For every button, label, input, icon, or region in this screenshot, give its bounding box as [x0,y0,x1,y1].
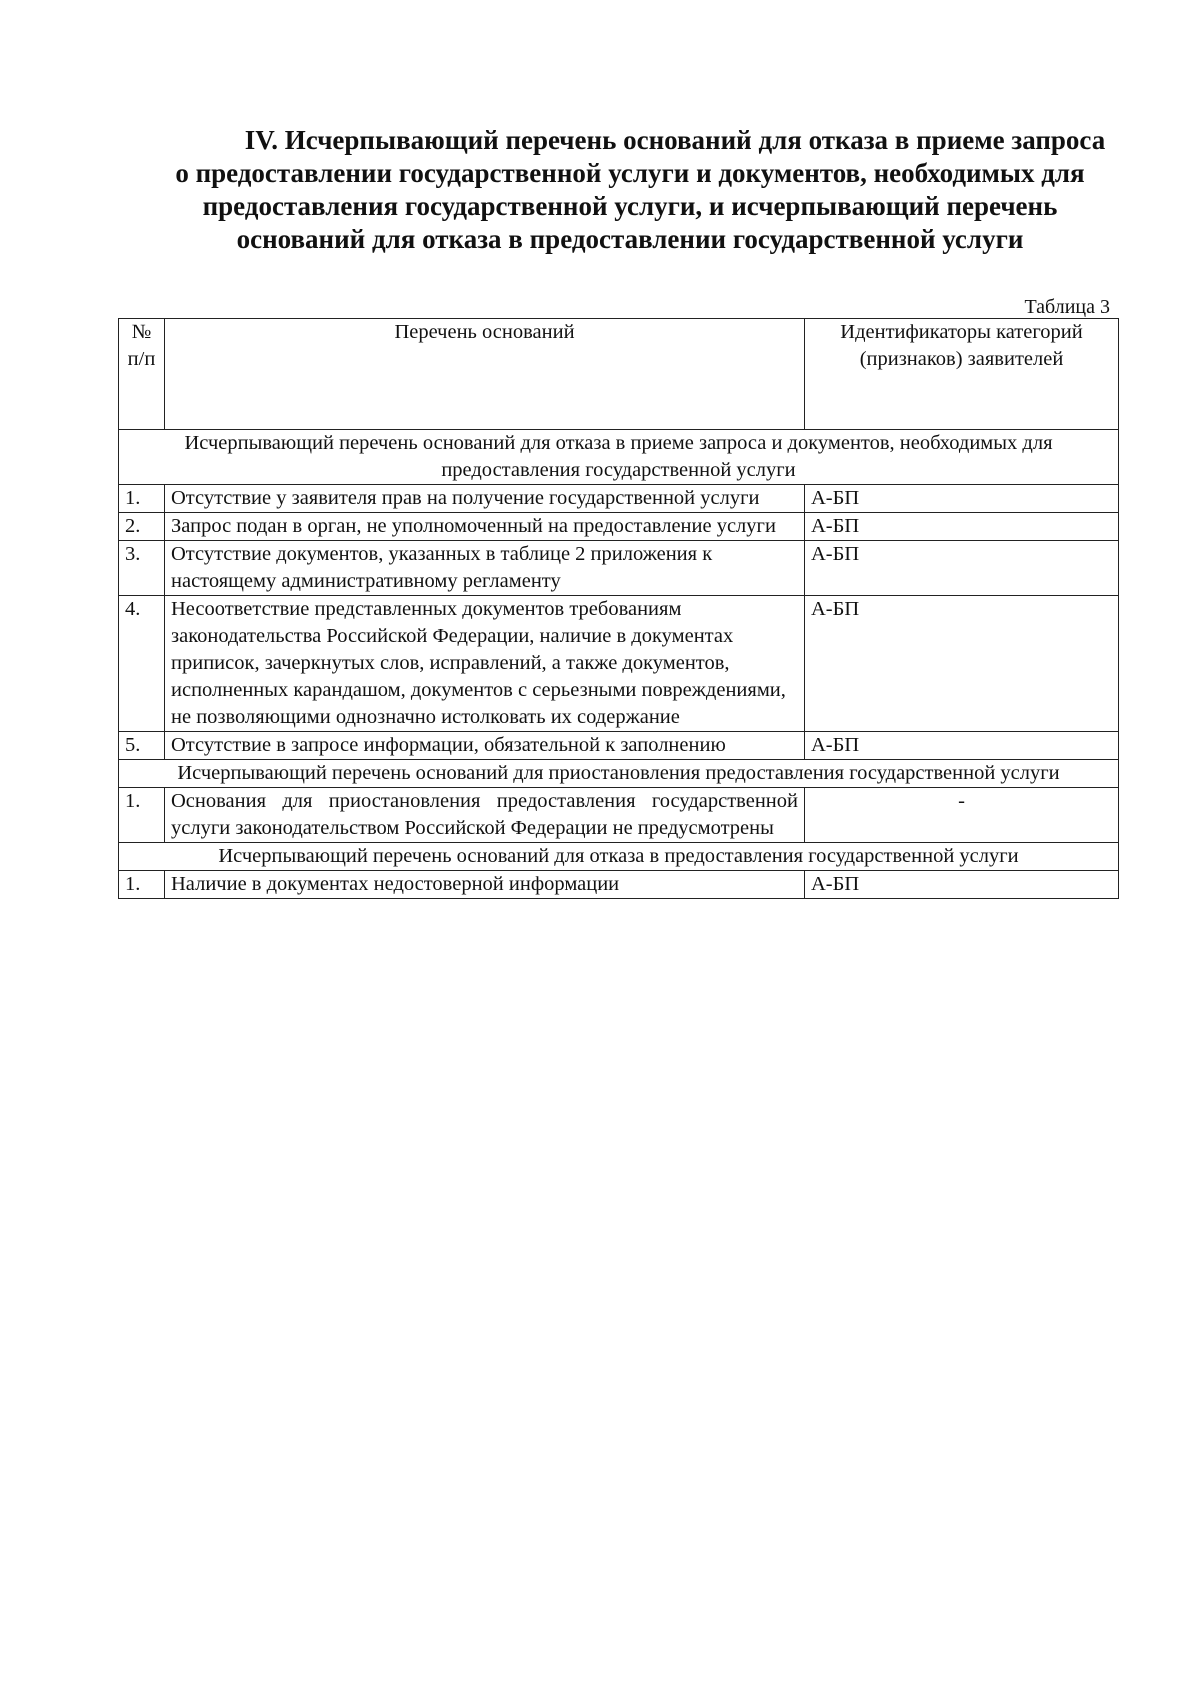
table-row [119,513,1119,541]
heading-line-2: о предоставлении государственной услуги и документов, необходимых для [175,158,1085,188]
row-number: 5. [119,732,165,760]
heading-line-1: IV. Исчерпывающий перечень оснований для отказа в приеме запроса [244,125,1106,155]
section-title-row [119,843,1119,871]
section-title-row [119,760,1119,788]
table-row [119,596,1119,732]
row-basis: Отсутствие у заявителя прав на получение государственной услуги [165,485,805,513]
row-number: 4. [119,596,165,732]
row-identifier: А-БП [805,513,1119,541]
header-identifiers: Идентификаторы категорий (признаков) заявителей [805,319,1119,430]
table-row [119,871,1119,899]
table-header-row [119,319,1119,430]
table-caption: Таблица 3 [1024,296,1110,318]
row-number: 1. [119,871,165,899]
row-identifier: А-БП [805,485,1119,513]
grounds-table [118,318,1119,899]
row-identifier: А-БП [805,541,1119,596]
table-row [119,732,1119,760]
row-basis: Несоответствие представленных документов требованиям законодательства Российской Федерации, наличие в документах приписок, зачеркнутых слов, исправлений, а также документов, исполненных карандашом, документов с серьезными повреждениями, не позволяющими однозначно истолковать их содержание [165,596,805,732]
table-row [119,788,1119,843]
section-title: Исчерпывающий перечень оснований для отказа в предоставления государственной услуги [119,843,1119,871]
section-title: Исчерпывающий перечень оснований для приостановления предоставления государственной услуги [119,760,1119,788]
row-basis: Основания для приостановления предоставления государственной услуги законодательством Российской Федерации не предусмотрены [165,788,805,843]
heading-line-3: предоставления государственной услуги, и исчерпывающий перечень [202,191,1058,221]
section-title: Исчерпывающий перечень оснований для отказа в приеме запроса и документов, необходимых для предоставления государственной услуги [119,430,1119,485]
table-row [119,541,1119,596]
section-heading [120,124,1140,256]
header-number: № п/п [119,319,165,430]
row-basis: Запрос подан в орган, не уполномоченный на предоставление услуги [165,513,805,541]
row-identifier: А-БП [805,732,1119,760]
heading-line-4: оснований для отказа в предоставлении государственной услуги [236,224,1024,254]
row-number: 2. [119,513,165,541]
row-number: 1. [119,788,165,843]
row-basis: Наличие в документах недостоверной информации [165,871,805,899]
row-number: 3. [119,541,165,596]
section-title-row [119,430,1119,485]
row-basis: Отсутствие документов, указанных в таблице 2 приложения к настоящему административному регламенту [165,541,805,596]
row-number: 1. [119,485,165,513]
row-identifier: А-БП [805,596,1119,732]
header-basis: Перечень оснований [165,319,805,430]
row-basis: Отсутствие в запросе информации, обязательной к заполнению [165,732,805,760]
table-row [119,485,1119,513]
row-identifier: А-БП [805,871,1119,899]
row-identifier: - [805,788,1119,843]
